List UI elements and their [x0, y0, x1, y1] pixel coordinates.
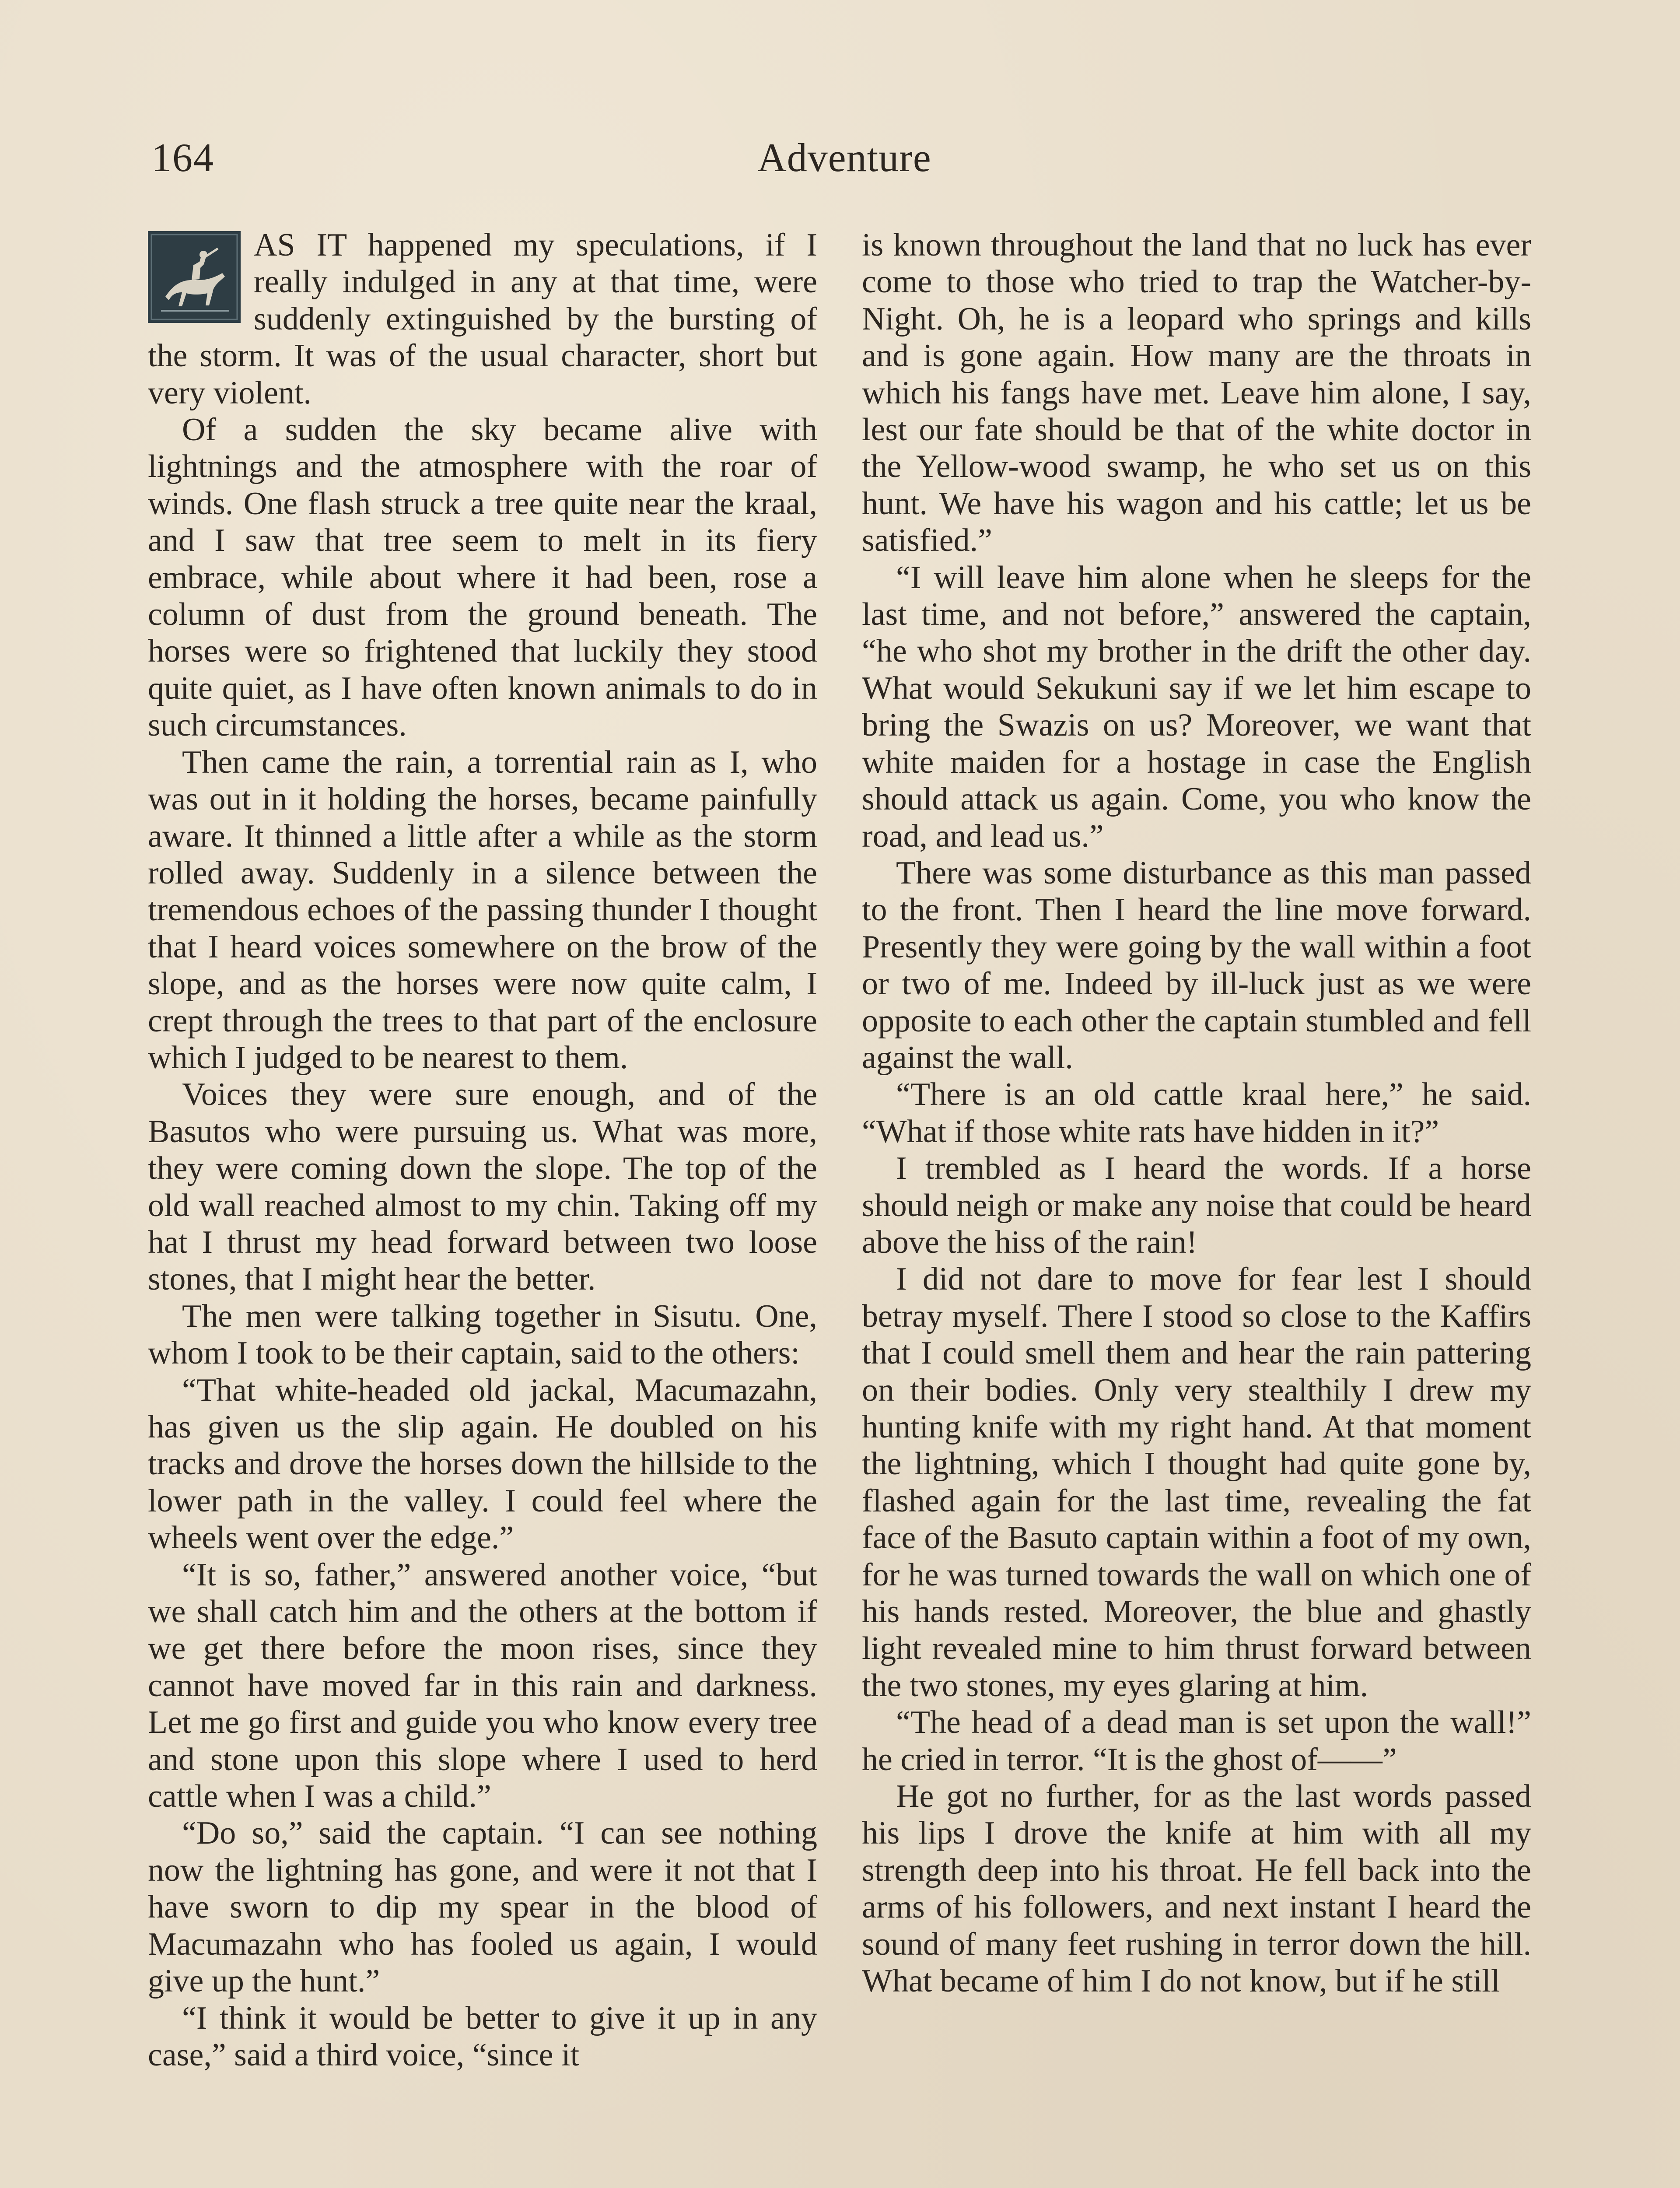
paragraph: He got no further, for as the last words passed his lips I drove the knife at him with all my strength deep into his throat. He fell back into the arms of his followers, and next instant I heard the sound of many feet rushing in terror down the hill. What became of him I do not know, but if he still [862, 1778, 1531, 1999]
page-number: 164 [151, 135, 214, 180]
text-column-left [148, 227, 817, 2073]
paragraph: I trembled as I heard the words. If a horse should neigh or make any noise that could be heard above the hiss of the rain! [862, 1150, 1531, 1260]
paragraph: “It is so, father,” answered another voice, “but we shall catch him and the others at the bottom if we get there before the moon rises, since they cannot have moved far in this rain and darkness. Let me go first and guide you who know every tree and stone upon this slope where I used to herd cattle when I was a child.” [148, 1557, 817, 1815]
text-column-right [862, 227, 1531, 2000]
paragraph: There was some disturbance as this man passed to the front. Then I heard the line move forward. Presently they were going by the wall within a foot or two of me. Indeed by ill-luck just as we were opposite to each other the captain stumbled and fell against the wall. [862, 855, 1531, 1076]
paragraph: I did not dare to move for fear lest I should betray myself. There I stood so close to the Kaffirs that I could smell them and hear the rain pattering on their bodies. Only very stealthily I drew my hunting knife with my right hand. At that moment the lightning, which I thought had quite gone by, flashed again for the last time, revealing the fat face of the Basuto captain within a foot of my own, for he was turned towards the wall on which one of his hands rested. Moreover, the blue and ghastly light revealed mine to him thrust forward between the two stones, my eyes glaring at him. [862, 1261, 1531, 1704]
paragraph: “Do so,” said the captain. “I can see nothing now the lightning has gone, and were it not that I have sworn to dip my spear in the blood of Macumazahn who has fooled us again, I would give up the hunt.” [148, 1815, 817, 1999]
paragraph: Then came the rain, a torrential rain as I, who was out in it holding the horses, became painfully aware. It thinned a little after a while as the storm rolled away. Suddenly in a silence between the tremendous echoes of the passing thunder I thought that I heard voices somewhere on the brow of the slope, and as the horses were now quite calm, I crept through the trees to that part of the enclosure which I judged to be nearest to them. [148, 744, 817, 1076]
paragraph: is known throughout the land that no luck has ever come to those who tried to trap the Watcher-by-Night. Oh, he is a leopard who springs and kills and is gone again. How many are the throats in which his fangs have met. Leave him alone, I say, lest our fate should be that of the white doctor in the Yellow-wood swamp, he who set us on this hunt. We have his wagon and his cattle; let us be satisfied.” [862, 227, 1531, 559]
page-header [149, 127, 1540, 188]
paragraph: “The head of a dead man is set upon the wall!” he cried in terror. “It is the ghost of——” [862, 1704, 1531, 1778]
running-head: Adventure [757, 135, 931, 180]
paragraph: AS IT happened my speculations, if I really indulged in any at that time, were suddenly extinguished by the bursting of the storm. It was of the usual character, short but very violent. [148, 227, 817, 411]
paragraph: “That white-headed old jackal, Macumazahn, has given us the slip again. He doubled on his tracks and drove the horses down the hillside to the lower path in the valley. I could feel where the wheels went over the edge.” [148, 1372, 817, 1556]
paragraph: Of a sudden the sky became alive with lightnings and the atmosphere with the roar of winds. One flash struck a tree quite near the kraal, and I saw that tree seem to melt in its fiery embrace, while about where it had been, rose a column of dust from the ground beneath. The horses were so frightened that luckily they stood quite quiet, as I have often known animals to do in such circumstances. [148, 412, 817, 743]
horseman-vignette-icon [148, 231, 241, 323]
paragraph: “I will leave him alone when he sleeps for the last time, and not before,” answered the captain, “he who shot my brother in the drift the other day. What would Sekukuni say if we let him escape to bring the Swazis on us? Moreover, we want that white maiden for a hostage in case the English should attack us again. Come, you who know the road, and lead us.” [862, 559, 1531, 854]
paragraph: Voices they were sure enough, and of the Basutos who were pursuing us. What was more, they were coming down the slope. The top of the old wall reached almost to my chin. Taking off my hat I thrust my head forward between two loose stones, that I might hear the better. [148, 1076, 817, 1297]
paragraph: “I think it would be better to give it up in any case,” said a third voice, “since it [148, 2000, 817, 2073]
paragraph: “There is an old cattle kraal here,” he said. “What if those white rats have hidden in it?” [862, 1076, 1531, 1150]
paragraph: The men were talking together in Sisutu. One, whom I took to be their captain, said to the others: [148, 1298, 817, 1371]
